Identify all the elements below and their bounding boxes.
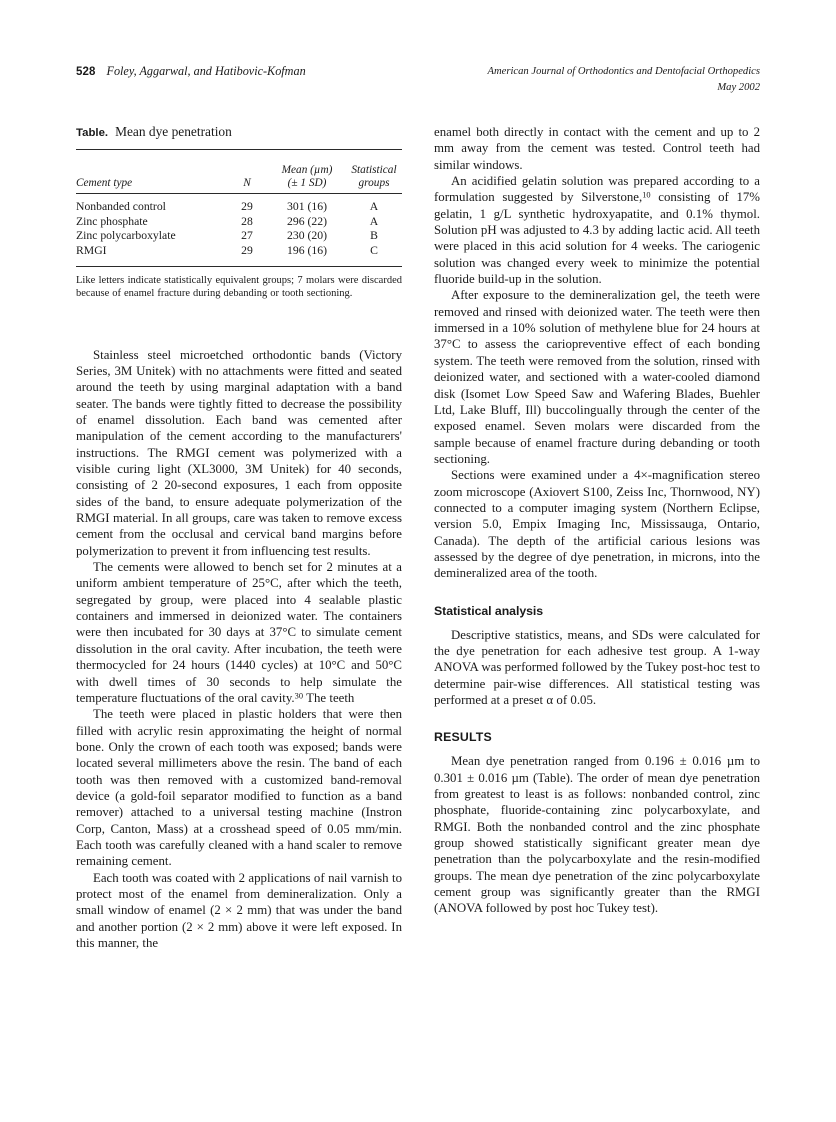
table-label: Table. (76, 127, 109, 139)
cell-mean: 230 (20) (287, 229, 327, 243)
cell-cement-type: RMGI (76, 244, 226, 266)
paragraph-statistical-methods: Descriptive statistics, means, and SDs were calculated for the dye penetration for each adhesive test group. A 1-way ANOVA was performed followed by the Tukey post-hoc test to determine pair-wise differences. All statistical testing was performed at a preset α of 0.05. (434, 627, 760, 707)
table-header-row (76, 150, 402, 194)
cell-n: 27 (241, 229, 253, 243)
cell-mean: 301 (16) (287, 200, 327, 213)
reference-marker-30: 30 (294, 691, 304, 701)
table-title: Mean dye penetration (115, 124, 232, 139)
column-header-stat-line1: Statistical (351, 163, 397, 176)
running-head-authors: Foley, Aggarwal, and Hatibovic-Kofman (106, 64, 306, 78)
table-footnote: Like letters indicate statistically equivalent groups; 7 molars were discarded because of enamel fracture during debanding or tooth sectioning. (76, 274, 402, 300)
cell-n: 29 (241, 200, 253, 213)
cell-n: 28 (241, 214, 253, 228)
cell-group: C (346, 244, 402, 266)
running-head-left (76, 64, 306, 80)
paragraph-text: The cements were allowed to bench set for 2 minutes at a uniform ambient temperature of 25°C, after which the teeth, segregated by group, were placed into 4 sealable plastic containers and immersed in deionized water. The containers were then incubated for 30 days at 37°C to simulate cement dissolution in the oral cavity. After incubation, the teeth were thermocycled for 24 hours (1440 cycles) at 10°C and 50°C with dwell times of 30 seconds to help simulate the temperature fluctuations of the oral cavity. (76, 560, 402, 705)
heading-results: RESULTS (434, 730, 492, 745)
table-row (76, 229, 402, 244)
paragraph-text-part2: consisting of 17% gelatin, 1 g/L synthetic hydroxyapatite, and 0.1% thymol. Solution pH was adjusted to 4.3 by adding lactic acid. All teeth were placed in this acid solution for 4 weeks. The cariogenic solution was changed every week to minimize the potential fluoride build-up in the solution. (434, 190, 760, 287)
cell-mean: 196 (16) (268, 244, 346, 266)
cell-n: 29 (226, 244, 268, 266)
table-row (76, 244, 402, 266)
paragraph-nail-varnish-windows: Each tooth was coated with 2 applications of nail varnish to protect most of the enamel from demineralization. Only a small window of enamel (2 × 2 mm) that was under the band and another portion (2 × 2 mm) above it were left exposed. In this manner, the (76, 870, 402, 950)
cell-group: B (370, 229, 378, 243)
cell-cement-type: Nonbanded control (76, 200, 166, 213)
running-head-right (488, 64, 760, 95)
column-header-cement-type: Cement type (76, 150, 226, 194)
cell-cement-type: Zinc phosphate (76, 214, 148, 228)
column-header-mean (268, 150, 346, 194)
table-row (76, 215, 402, 230)
cell-cement-type: Zinc polycarboxylate (76, 229, 176, 243)
left-column (76, 124, 402, 951)
column-header-mean-line1: Mean (µm) (281, 163, 333, 176)
column-header-stat-line2: groups (358, 176, 390, 189)
table-block (76, 124, 402, 301)
column-header-n: N (226, 150, 268, 194)
paragraph-holders-band-removal: The teeth were placed in plastic holders that were then filled with acrylic resin approximating the height of normal bone. Only the crown of each tooth was exposed; bands were located several millimeters above the resin. The band of each tooth was then removed with a customized band-removal device (a gold-foil separator modified to function as a band remover) attached to a universal testing machine (Instron Corp, Canton, Mass) at a crosshead speed of 0.05 mm/min. Each tooth was carefully cleaned with a hand scaler to remove remaining cement. (76, 707, 402, 869)
mean-dye-penetration-table (76, 149, 402, 267)
paragraph-text-part1: An acidified gelatin solution was prepared according to a formulation suggested by Silverstone, (434, 174, 760, 205)
right-column (434, 124, 760, 917)
journal-name: American Journal of Orthodontics and Dentofacial Orthopedics (487, 66, 760, 77)
paragraph-bench-set-thermocycling: The cements were allowed to bench set for 2 minutes at a uniform ambient temperature of 25°C, after which the teeth, segregated by group, were placed into 4 sealable plastic containers and immersed in deionized water. The containers were then incubated for 30 days at 37°C to simulate cement dissolution in the oral cavity. After incubation, the teeth were thermocycled for 24 hours (1440 cycles) at 10°C and 50°C with dwell times of 30 seconds to help simulate the temperature fluctuations of the oral cavity.$^{30}$ The teeth (76, 560, 402, 705)
heading-statistical-analysis: Statistical analysis (434, 603, 544, 618)
column-header-statistical-groups (346, 150, 402, 194)
paragraph-enamel-windows-continued: enamel both directly in contact with the cement and up to 2 mm away from the cement was tested. Control teeth had similar windows. (434, 125, 760, 172)
cell-group: A (369, 200, 379, 213)
running-head (76, 64, 760, 95)
reference-marker-10: 10 (642, 190, 651, 200)
paragraph-microscopy-imaging: Sections were examined under a 4×-magnification stereo zoom microscope (Axiovert S100, Zeiss Inc, Thornwood, NY) connected to a computer imaging system (Northern Eclipse, version 5.0, Empix Imaging Inc, Mississauga, Ontario, Canada). The depth of the artificial carious lesions was assessed by the degree of dye penetration, in microns, into the demineralized area of the tooth. (434, 468, 760, 581)
table-row (76, 194, 402, 215)
paragraph-demineralization-sectioning: After exposure to the demineralization gel, the teeth were removed and rinsed with deionized water. The teeth were then immersed in a 10% solution of methylene blue for 24 hours at 37°C to assess the cariopreventive effect of each bonding system. The teeth were removed from the solution, rinsed with deionized water, and sectioned with a water-cooled diamond disk (Isomet Low Speed Saw and Wafering Blades, Buehler Ltd, Lake Bluff, Ill) buccolingually through the center of the exposed enamel. Seven molars were discarded from the sample because of enamel fracture during debanding or tooth sectioning. (434, 288, 760, 466)
column-header-mean-line2: (± 1 SD) (287, 176, 327, 189)
paragraph-gelatin-solution (434, 173, 760, 287)
spacer-after-statistical-heading (434, 619, 760, 627)
page-folio-number: 528 (76, 66, 96, 78)
cell-group: A (369, 214, 379, 228)
table-body (76, 194, 402, 267)
spacer-after-results-heading (434, 745, 760, 753)
table-head (76, 150, 402, 194)
table-caption (76, 124, 402, 141)
paragraph-bands-cementation: Stainless steel microetched orthodontic bands (Victory Series, 3M Unitek) with no attachments were fitted and seated around the teeth by using marginal adaptation with a band seater. The bands were tightly fitted to decrease the possibility of enamel dissolution. Each band was cemented after manipulation of the cement according to the manufacturers' instructions. The RMGI cement was polymerized with a visible curing light (XL3000, 3M Unitek) for 40 seconds, consisting of 2 20-second exposures, 1 each from opposite sides of the band, to ensure adequate polymerization of the RMGI material. In all groups, care was taken to remove excess cement from the occlusal and cervical band margins before polymerization to prevent it from influencing test results. (76, 347, 402, 558)
spacer-before-results-heading (434, 708, 760, 730)
paragraph-results-findings: Mean dye penetration ranged from 0.196 ± 0.016 µm to 0.301 ± 0.016 µm (Table). The order of mean dye penetration from greatest to least is as follows: nonbanded control, zinc phosphate, fluoride-containing zinc polycarboxylate, and RMGI. Both the nonbanded control and the zinc phosphate group showed statistically significant greater mean dye penetration than the polycarboxylate and the resin-modified groups. The mean dye penetration of the zinc polycarboxylate cement group was significantly greater than the RMGI (ANOVA followed by post hoc Tukey test). (434, 754, 760, 916)
cell-mean: 296 (22) (287, 214, 327, 228)
spacer-before-statistical-heading (434, 582, 760, 604)
issue-date: May 2002 (717, 81, 760, 93)
